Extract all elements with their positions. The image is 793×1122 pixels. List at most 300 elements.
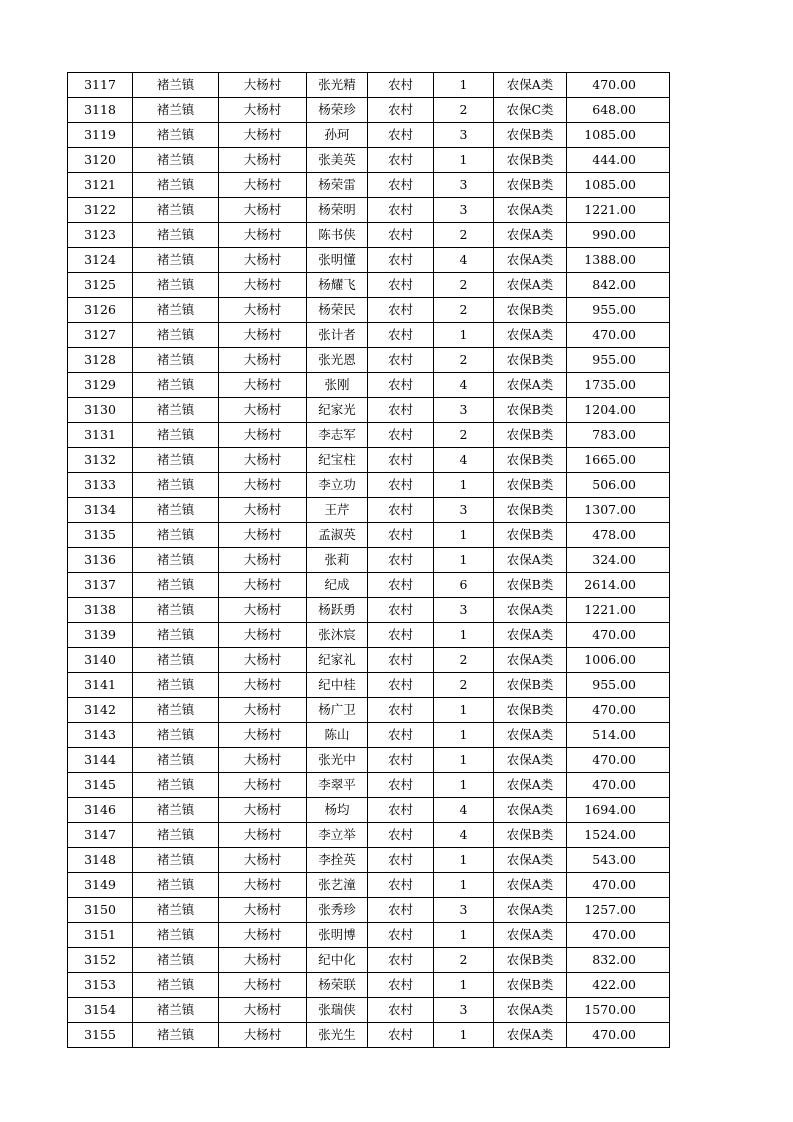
household-size-cell: 6 xyxy=(434,573,494,598)
village-cell: 大杨村 xyxy=(219,423,307,448)
amount-cell: 470.00 xyxy=(567,323,670,348)
village-cell: 大杨村 xyxy=(219,573,307,598)
person-name-cell: 杨荣明 xyxy=(307,198,368,223)
table-row xyxy=(68,98,670,123)
person-name-cell: 张艺潼 xyxy=(307,873,368,898)
village-cell: 大杨村 xyxy=(219,298,307,323)
household-type-cell: 农村 xyxy=(368,573,434,598)
row-number-cell: 3143 xyxy=(68,723,133,748)
town-cell: 褚兰镇 xyxy=(133,948,219,973)
table-row xyxy=(68,498,670,523)
household-type-cell: 农村 xyxy=(368,323,434,348)
village-cell: 大杨村 xyxy=(219,1023,307,1048)
town-cell: 褚兰镇 xyxy=(133,798,219,823)
row-number-cell: 3123 xyxy=(68,223,133,248)
household-size-cell: 1 xyxy=(434,1023,494,1048)
insurance-category-cell: 农保C类 xyxy=(494,98,567,123)
person-name-cell: 张光精 xyxy=(307,73,368,98)
row-number-cell: 3129 xyxy=(68,373,133,398)
row-number-cell: 3131 xyxy=(68,423,133,448)
household-size-cell: 2 xyxy=(434,223,494,248)
household-type-cell: 农村 xyxy=(368,898,434,923)
village-cell: 大杨村 xyxy=(219,523,307,548)
village-cell: 大杨村 xyxy=(219,148,307,173)
village-cell: 大杨村 xyxy=(219,248,307,273)
town-cell: 褚兰镇 xyxy=(133,523,219,548)
town-cell: 褚兰镇 xyxy=(133,423,219,448)
town-cell: 褚兰镇 xyxy=(133,148,219,173)
table-row xyxy=(68,948,670,973)
person-name-cell: 杨荣雷 xyxy=(307,173,368,198)
town-cell: 褚兰镇 xyxy=(133,448,219,473)
row-number-cell: 3140 xyxy=(68,648,133,673)
amount-cell: 506.00 xyxy=(567,473,670,498)
village-cell: 大杨村 xyxy=(219,198,307,223)
village-cell: 大杨村 xyxy=(219,998,307,1023)
household-size-cell: 2 xyxy=(434,273,494,298)
household-type-cell: 农村 xyxy=(368,648,434,673)
person-name-cell: 张秀珍 xyxy=(307,898,368,923)
household-size-cell: 1 xyxy=(434,473,494,498)
insurance-category-cell: 农保A类 xyxy=(494,248,567,273)
town-cell: 褚兰镇 xyxy=(133,373,219,398)
household-type-cell: 农村 xyxy=(368,398,434,423)
table-row xyxy=(68,648,670,673)
amount-cell: 1524.00 xyxy=(567,823,670,848)
town-cell: 褚兰镇 xyxy=(133,623,219,648)
person-name-cell: 张莉 xyxy=(307,548,368,573)
household-size-cell: 1 xyxy=(434,548,494,573)
village-cell: 大杨村 xyxy=(219,273,307,298)
town-cell: 褚兰镇 xyxy=(133,473,219,498)
row-number-cell: 3138 xyxy=(68,598,133,623)
insurance-category-cell: 农保A类 xyxy=(494,848,567,873)
table-row xyxy=(68,248,670,273)
person-name-cell: 李翠平 xyxy=(307,773,368,798)
table-row xyxy=(68,598,670,623)
village-cell: 大杨村 xyxy=(219,173,307,198)
household-size-cell: 1 xyxy=(434,623,494,648)
table-row xyxy=(68,873,670,898)
household-type-cell: 农村 xyxy=(368,223,434,248)
table-row xyxy=(68,748,670,773)
household-type-cell: 农村 xyxy=(368,523,434,548)
table-row xyxy=(68,698,670,723)
insurance-category-cell: 农保A类 xyxy=(494,223,567,248)
allowance-table xyxy=(67,72,670,1048)
town-cell: 褚兰镇 xyxy=(133,498,219,523)
person-name-cell: 张光中 xyxy=(307,748,368,773)
town-cell: 褚兰镇 xyxy=(133,98,219,123)
town-cell: 褚兰镇 xyxy=(133,298,219,323)
village-cell: 大杨村 xyxy=(219,748,307,773)
row-number-cell: 3151 xyxy=(68,923,133,948)
row-number-cell: 3144 xyxy=(68,748,133,773)
table-row xyxy=(68,973,670,998)
town-cell: 褚兰镇 xyxy=(133,323,219,348)
person-name-cell: 张美英 xyxy=(307,148,368,173)
household-size-cell: 3 xyxy=(434,123,494,148)
table-row xyxy=(68,823,670,848)
amount-cell: 324.00 xyxy=(567,548,670,573)
insurance-category-cell: 农保A类 xyxy=(494,898,567,923)
row-number-cell: 3149 xyxy=(68,873,133,898)
person-name-cell: 李志军 xyxy=(307,423,368,448)
village-cell: 大杨村 xyxy=(219,373,307,398)
village-cell: 大杨村 xyxy=(219,498,307,523)
row-number-cell: 3154 xyxy=(68,998,133,1023)
village-cell: 大杨村 xyxy=(219,798,307,823)
amount-cell: 955.00 xyxy=(567,673,670,698)
household-size-cell: 2 xyxy=(434,673,494,698)
amount-cell: 842.00 xyxy=(567,273,670,298)
town-cell: 褚兰镇 xyxy=(133,973,219,998)
household-size-cell: 2 xyxy=(434,648,494,673)
insurance-category-cell: 农保B类 xyxy=(494,573,567,598)
insurance-category-cell: 农保A类 xyxy=(494,648,567,673)
household-type-cell: 农村 xyxy=(368,148,434,173)
village-cell: 大杨村 xyxy=(219,548,307,573)
household-type-cell: 农村 xyxy=(368,873,434,898)
village-cell: 大杨村 xyxy=(219,948,307,973)
household-type-cell: 农村 xyxy=(368,1023,434,1048)
amount-cell: 1694.00 xyxy=(567,798,670,823)
town-cell: 褚兰镇 xyxy=(133,573,219,598)
person-name-cell: 李拴英 xyxy=(307,848,368,873)
person-name-cell: 张计者 xyxy=(307,323,368,348)
person-name-cell: 杨荣珍 xyxy=(307,98,368,123)
insurance-category-cell: 农保A类 xyxy=(494,548,567,573)
person-name-cell: 张明懂 xyxy=(307,248,368,273)
table-row xyxy=(68,848,670,873)
village-cell: 大杨村 xyxy=(219,923,307,948)
town-cell: 褚兰镇 xyxy=(133,273,219,298)
household-size-cell: 3 xyxy=(434,173,494,198)
insurance-category-cell: 农保B类 xyxy=(494,673,567,698)
household-size-cell: 4 xyxy=(434,373,494,398)
household-size-cell: 4 xyxy=(434,798,494,823)
table-row xyxy=(68,548,670,573)
town-cell: 褚兰镇 xyxy=(133,598,219,623)
row-number-cell: 3133 xyxy=(68,473,133,498)
household-type-cell: 农村 xyxy=(368,798,434,823)
person-name-cell: 陈书侠 xyxy=(307,223,368,248)
insurance-category-cell: 农保A类 xyxy=(494,623,567,648)
household-size-cell: 1 xyxy=(434,698,494,723)
village-cell: 大杨村 xyxy=(219,98,307,123)
household-size-cell: 1 xyxy=(434,148,494,173)
row-number-cell: 3126 xyxy=(68,298,133,323)
town-cell: 褚兰镇 xyxy=(133,723,219,748)
village-cell: 大杨村 xyxy=(219,873,307,898)
household-size-cell: 2 xyxy=(434,423,494,448)
household-size-cell: 1 xyxy=(434,773,494,798)
row-number-cell: 3122 xyxy=(68,198,133,223)
table-row xyxy=(68,1023,670,1048)
insurance-category-cell: 农保A类 xyxy=(494,773,567,798)
insurance-category-cell: 农保B类 xyxy=(494,698,567,723)
amount-cell: 444.00 xyxy=(567,148,670,173)
table-row xyxy=(68,223,670,248)
insurance-category-cell: 农保A类 xyxy=(494,198,567,223)
table-row xyxy=(68,798,670,823)
person-name-cell: 张光生 xyxy=(307,1023,368,1048)
household-type-cell: 农村 xyxy=(368,598,434,623)
person-name-cell: 王芹 xyxy=(307,498,368,523)
household-type-cell: 农村 xyxy=(368,773,434,798)
town-cell: 褚兰镇 xyxy=(133,673,219,698)
household-size-cell: 3 xyxy=(434,898,494,923)
insurance-category-cell: 农保A类 xyxy=(494,373,567,398)
table-row xyxy=(68,173,670,198)
village-cell: 大杨村 xyxy=(219,598,307,623)
amount-cell: 1307.00 xyxy=(567,498,670,523)
village-cell: 大杨村 xyxy=(219,898,307,923)
amount-cell: 648.00 xyxy=(567,98,670,123)
household-size-cell: 3 xyxy=(434,198,494,223)
household-size-cell: 1 xyxy=(434,748,494,773)
table-row xyxy=(68,123,670,148)
insurance-category-cell: 农保B类 xyxy=(494,348,567,373)
row-number-cell: 3118 xyxy=(68,98,133,123)
insurance-category-cell: 农保B类 xyxy=(494,498,567,523)
village-cell: 大杨村 xyxy=(219,973,307,998)
household-type-cell: 农村 xyxy=(368,448,434,473)
town-cell: 褚兰镇 xyxy=(133,123,219,148)
amount-cell: 783.00 xyxy=(567,423,670,448)
village-cell: 大杨村 xyxy=(219,348,307,373)
household-size-cell: 4 xyxy=(434,823,494,848)
village-cell: 大杨村 xyxy=(219,723,307,748)
table-row xyxy=(68,348,670,373)
household-type-cell: 农村 xyxy=(368,248,434,273)
town-cell: 褚兰镇 xyxy=(133,73,219,98)
village-cell: 大杨村 xyxy=(219,398,307,423)
insurance-category-cell: 农保B类 xyxy=(494,473,567,498)
table-row xyxy=(68,298,670,323)
household-size-cell: 2 xyxy=(434,348,494,373)
household-size-cell: 2 xyxy=(434,298,494,323)
insurance-category-cell: 农保B类 xyxy=(494,423,567,448)
amount-cell: 1221.00 xyxy=(567,198,670,223)
household-size-cell: 1 xyxy=(434,973,494,998)
household-type-cell: 农村 xyxy=(368,948,434,973)
household-type-cell: 农村 xyxy=(368,348,434,373)
household-size-cell: 1 xyxy=(434,723,494,748)
household-type-cell: 农村 xyxy=(368,498,434,523)
person-name-cell: 杨荣联 xyxy=(307,973,368,998)
person-name-cell: 杨广卫 xyxy=(307,698,368,723)
amount-cell: 955.00 xyxy=(567,348,670,373)
table-row xyxy=(68,323,670,348)
town-cell: 褚兰镇 xyxy=(133,748,219,773)
household-type-cell: 农村 xyxy=(368,923,434,948)
village-cell: 大杨村 xyxy=(219,648,307,673)
town-cell: 褚兰镇 xyxy=(133,998,219,1023)
row-number-cell: 3142 xyxy=(68,698,133,723)
table-row xyxy=(68,273,670,298)
insurance-category-cell: 农保A类 xyxy=(494,798,567,823)
village-cell: 大杨村 xyxy=(219,473,307,498)
insurance-category-cell: 农保A类 xyxy=(494,73,567,98)
household-type-cell: 农村 xyxy=(368,973,434,998)
insurance-category-cell: 农保B类 xyxy=(494,148,567,173)
household-type-cell: 农村 xyxy=(368,723,434,748)
household-size-cell: 1 xyxy=(434,73,494,98)
row-number-cell: 3125 xyxy=(68,273,133,298)
village-cell: 大杨村 xyxy=(219,223,307,248)
town-cell: 褚兰镇 xyxy=(133,398,219,423)
insurance-category-cell: 农保B类 xyxy=(494,173,567,198)
amount-cell: 955.00 xyxy=(567,298,670,323)
town-cell: 褚兰镇 xyxy=(133,173,219,198)
insurance-category-cell: 农保B类 xyxy=(494,948,567,973)
household-size-cell: 1 xyxy=(434,523,494,548)
amount-cell: 470.00 xyxy=(567,698,670,723)
household-type-cell: 农村 xyxy=(368,748,434,773)
insurance-category-cell: 农保A类 xyxy=(494,998,567,1023)
row-number-cell: 3120 xyxy=(68,148,133,173)
amount-cell: 1085.00 xyxy=(567,173,670,198)
town-cell: 褚兰镇 xyxy=(133,248,219,273)
amount-cell: 2614.00 xyxy=(567,573,670,598)
person-name-cell: 纪宝柱 xyxy=(307,448,368,473)
household-size-cell: 4 xyxy=(434,248,494,273)
table-row xyxy=(68,773,670,798)
village-cell: 大杨村 xyxy=(219,698,307,723)
amount-cell: 990.00 xyxy=(567,223,670,248)
table-row xyxy=(68,673,670,698)
amount-cell: 470.00 xyxy=(567,73,670,98)
amount-cell: 1735.00 xyxy=(567,373,670,398)
table-row xyxy=(68,148,670,173)
household-size-cell: 3 xyxy=(434,598,494,623)
insurance-category-cell: 农保A类 xyxy=(494,273,567,298)
village-cell: 大杨村 xyxy=(219,623,307,648)
row-number-cell: 3150 xyxy=(68,898,133,923)
insurance-category-cell: 农保A类 xyxy=(494,873,567,898)
table-row xyxy=(68,898,670,923)
household-size-cell: 1 xyxy=(434,923,494,948)
table-body xyxy=(68,73,670,1048)
amount-cell: 514.00 xyxy=(567,723,670,748)
row-number-cell: 3148 xyxy=(68,848,133,873)
household-type-cell: 农村 xyxy=(368,73,434,98)
household-type-cell: 农村 xyxy=(368,673,434,698)
amount-cell: 470.00 xyxy=(567,748,670,773)
row-number-cell: 3134 xyxy=(68,498,133,523)
amount-cell: 1388.00 xyxy=(567,248,670,273)
town-cell: 褚兰镇 xyxy=(133,1023,219,1048)
row-number-cell: 3117 xyxy=(68,73,133,98)
household-size-cell: 1 xyxy=(434,323,494,348)
village-cell: 大杨村 xyxy=(219,123,307,148)
table-row xyxy=(68,373,670,398)
household-type-cell: 农村 xyxy=(368,123,434,148)
household-type-cell: 农村 xyxy=(368,998,434,1023)
person-name-cell: 杨耀飞 xyxy=(307,273,368,298)
amount-cell: 470.00 xyxy=(567,1023,670,1048)
amount-cell: 1257.00 xyxy=(567,898,670,923)
table-row xyxy=(68,923,670,948)
town-cell: 褚兰镇 xyxy=(133,773,219,798)
household-size-cell: 3 xyxy=(434,398,494,423)
insurance-category-cell: 农保A类 xyxy=(494,323,567,348)
person-name-cell: 张瑞侠 xyxy=(307,998,368,1023)
amount-cell: 1221.00 xyxy=(567,598,670,623)
table-row xyxy=(68,998,670,1023)
person-name-cell: 李立功 xyxy=(307,473,368,498)
table-row xyxy=(68,398,670,423)
amount-cell: 832.00 xyxy=(567,948,670,973)
town-cell: 褚兰镇 xyxy=(133,548,219,573)
amount-cell: 470.00 xyxy=(567,873,670,898)
household-type-cell: 农村 xyxy=(368,848,434,873)
amount-cell: 470.00 xyxy=(567,623,670,648)
amount-cell: 422.00 xyxy=(567,973,670,998)
town-cell: 褚兰镇 xyxy=(133,873,219,898)
row-number-cell: 3128 xyxy=(68,348,133,373)
insurance-category-cell: 农保B类 xyxy=(494,398,567,423)
household-type-cell: 农村 xyxy=(368,173,434,198)
table-row xyxy=(68,73,670,98)
town-cell: 褚兰镇 xyxy=(133,198,219,223)
table-row xyxy=(68,573,670,598)
household-type-cell: 农村 xyxy=(368,198,434,223)
town-cell: 褚兰镇 xyxy=(133,823,219,848)
household-type-cell: 农村 xyxy=(368,548,434,573)
table-row xyxy=(68,523,670,548)
table-row xyxy=(68,448,670,473)
household-size-cell: 1 xyxy=(434,848,494,873)
row-number-cell: 3132 xyxy=(68,448,133,473)
household-type-cell: 农村 xyxy=(368,373,434,398)
row-number-cell: 3141 xyxy=(68,673,133,698)
person-name-cell: 张沐宸 xyxy=(307,623,368,648)
person-name-cell: 张明博 xyxy=(307,923,368,948)
amount-cell: 1570.00 xyxy=(567,998,670,1023)
town-cell: 褚兰镇 xyxy=(133,923,219,948)
amount-cell: 543.00 xyxy=(567,848,670,873)
row-number-cell: 3139 xyxy=(68,623,133,648)
village-cell: 大杨村 xyxy=(219,848,307,873)
person-name-cell: 杨跃勇 xyxy=(307,598,368,623)
table-row xyxy=(68,473,670,498)
person-name-cell: 李立举 xyxy=(307,823,368,848)
household-type-cell: 农村 xyxy=(368,473,434,498)
village-cell: 大杨村 xyxy=(219,73,307,98)
household-size-cell: 3 xyxy=(434,998,494,1023)
amount-cell: 1204.00 xyxy=(567,398,670,423)
household-type-cell: 农村 xyxy=(368,623,434,648)
town-cell: 褚兰镇 xyxy=(133,898,219,923)
town-cell: 褚兰镇 xyxy=(133,698,219,723)
insurance-category-cell: 农保B类 xyxy=(494,523,567,548)
household-size-cell: 1 xyxy=(434,873,494,898)
row-number-cell: 3152 xyxy=(68,948,133,973)
person-name-cell: 纪中化 xyxy=(307,948,368,973)
amount-cell: 478.00 xyxy=(567,523,670,548)
person-name-cell: 杨均 xyxy=(307,798,368,823)
person-name-cell: 纪成 xyxy=(307,573,368,598)
row-number-cell: 3146 xyxy=(68,798,133,823)
household-type-cell: 农村 xyxy=(368,423,434,448)
row-number-cell: 3127 xyxy=(68,323,133,348)
insurance-category-cell: 农保A类 xyxy=(494,1023,567,1048)
insurance-category-cell: 农保A类 xyxy=(494,598,567,623)
insurance-category-cell: 农保B类 xyxy=(494,298,567,323)
town-cell: 褚兰镇 xyxy=(133,223,219,248)
